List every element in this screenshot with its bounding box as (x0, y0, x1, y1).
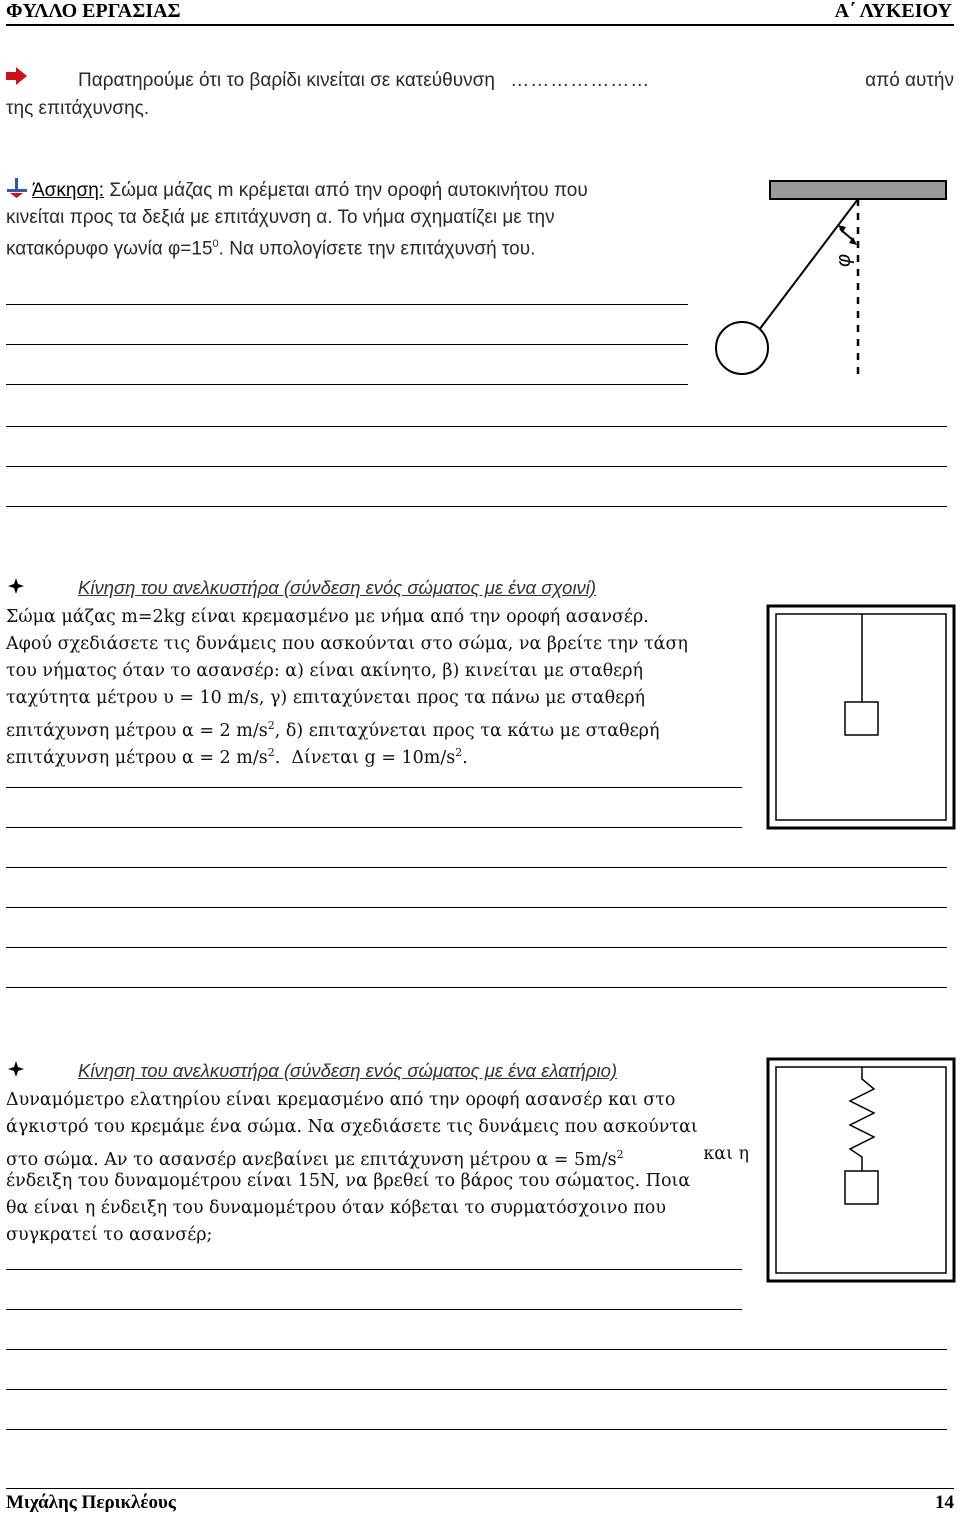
diamond-bullet-icon (8, 1061, 24, 1081)
squared-sup: 2 (267, 746, 275, 759)
degree-sup: 0 (212, 238, 219, 250)
hanging-mass (845, 1171, 878, 1204)
exercise1-line-3 (6, 231, 535, 262)
section2-text-6a: επιτάχυνση μέτρου α = 2 m/s (6, 747, 268, 768)
section2-line-1: Σώμα μάζας m=2kg είναι κρεμασμένο με νήμα από την οροφή ασανσέρ. (6, 607, 649, 627)
elevator-inner-wall (776, 1067, 946, 1273)
answer-line[interactable] (6, 506, 947, 507)
page-number: 14 (935, 1492, 954, 1513)
exercise1-line-1 (32, 177, 698, 204)
section2-text-6b: . Δίνεται g = 10m/s (274, 747, 456, 768)
section3-line-5: θα είναι η ένδειξη του δυναμομέτρου όταν κόβεται το συρματόσχοινο που (6, 1198, 666, 1218)
pendulum-bob (716, 322, 768, 374)
section2-title: Κίνηση του ανελκυστήρα (σύνδεση ενός σώματος με ένα σχοινί) (78, 577, 597, 598)
squared-sup: 2 (267, 719, 275, 732)
elevator-outer-wall (768, 1059, 954, 1281)
pendulum-diagram (700, 175, 960, 390)
exercise1-text-3a: κατακόρυφο γωνία φ=15 (6, 238, 213, 260)
answer-line[interactable] (6, 1269, 742, 1270)
squared-sup: 2 (616, 1148, 624, 1161)
elevator-rope-diagram (766, 604, 958, 832)
header-left: ΦΥΛΛΟ ΕΡΓΑΣΙΑΣ (6, 0, 181, 22)
observation-line-2: της επιτάχυνσης. (6, 98, 150, 119)
answer-line[interactable] (6, 907, 947, 908)
answer-line[interactable] (6, 947, 947, 948)
squared-sup: 2 (455, 746, 463, 759)
section3-text-3b: και η (697, 1144, 749, 1164)
exercise1-line-2: κινείται προς τα δεξιά με επιτάχυνση α. Το νήμα σχηματίζει με την (6, 207, 555, 228)
answer-line[interactable] (6, 787, 742, 788)
answer-line[interactable] (6, 1429, 947, 1430)
observation-line-1 (78, 67, 954, 94)
section3-line-6: συγκρατεί το ασανσέρ; (6, 1225, 213, 1245)
spring (850, 1067, 874, 1171)
section2-line-2: Αφού σχεδιάσετε τις δυνάμεις που ασκούνται στο σώμα, να βρείτε την τάση (6, 634, 688, 654)
section2-line-4: ταχύτητα μέτρου υ = 10 m/s, γ) επιταχύνεται προς τα πάνω με σταθερή (6, 688, 645, 708)
observation-text-start: Παρατηρούμε ότι το βαρίδι κινείται σε κατεύθυνση (78, 70, 495, 91)
elevator-spring-diagram (766, 1057, 958, 1285)
observation-blank: ………………… (510, 70, 651, 91)
answer-line[interactable] (6, 384, 688, 385)
section3-line-1: Δυναμόμετρο ελατηρίου είναι κρεμασμένο από την οροφή ασανσέρ και στο (6, 1090, 676, 1110)
section2-line-3: του νήματος όταν το ασανσέρ: α) είναι ακίνητο, β) κινείται με σταθερή (6, 661, 644, 681)
footer-divider (6, 1488, 954, 1489)
section3-line-2: άγκιστρό του κρεμάμε ένα σώμα. Να σχεδιάσετε τις δυνάμεις που ασκούνται (6, 1117, 698, 1137)
section3-line-4: ένδειξη του δυναμομέτρου είναι 15N, να βρεθεί το βάρος του σώματος. Ποια (6, 1171, 691, 1191)
answer-line[interactable] (6, 1389, 947, 1390)
section3-text-3a: στο σώμα. Αν το ασανσέρ ανεβαίνει με επιτάχυνση μέτρου α = 5m/s (6, 1149, 617, 1170)
car-ceiling (770, 181, 946, 199)
section3-title: Κίνηση του ανελκυστήρα (σύνδεση ενός σώματος με ένα ελατήριο) (78, 1060, 618, 1081)
observation-text-end: από αυτήν (865, 70, 954, 91)
angle-label: φ (833, 253, 855, 267)
section2-line-6 (6, 739, 468, 772)
answer-line[interactable] (6, 1309, 742, 1310)
header-right: Α΄ ΛΥΚΕΙΟΥ (834, 0, 952, 22)
answer-line[interactable] (6, 466, 947, 467)
section2-text-5a: επιτάχυνση μέτρου α = 2 m/s (6, 720, 268, 741)
answer-line[interactable] (6, 426, 947, 427)
answer-line[interactable] (6, 344, 688, 345)
section2-text-5b: , δ) επιταχύνεται προς τα κάτω με σταθερή (274, 720, 660, 741)
right-arrow-icon (6, 66, 28, 92)
answer-line[interactable] (6, 1349, 947, 1350)
exercise1-text-3b: . Να υπολογίσετε την επιτάχυνσή του. (218, 238, 536, 260)
answer-line[interactable] (6, 987, 947, 988)
section2-text-6c: . (462, 747, 468, 768)
answer-line[interactable] (6, 867, 947, 868)
header-divider (6, 24, 954, 26)
hanging-mass (845, 702, 878, 735)
exercise-bullet-icon (6, 177, 28, 203)
answer-line[interactable] (6, 304, 688, 305)
exercise-label: Άσκηση: (32, 180, 105, 201)
footer-author: Μιχάλης Περικλέους (6, 1492, 176, 1513)
answer-line[interactable] (6, 827, 742, 828)
exercise1-text-1: Σώμα μάζας m κρέμεται από την οροφή αυτοκινήτου που (109, 180, 588, 201)
diamond-bullet-icon (8, 578, 24, 598)
